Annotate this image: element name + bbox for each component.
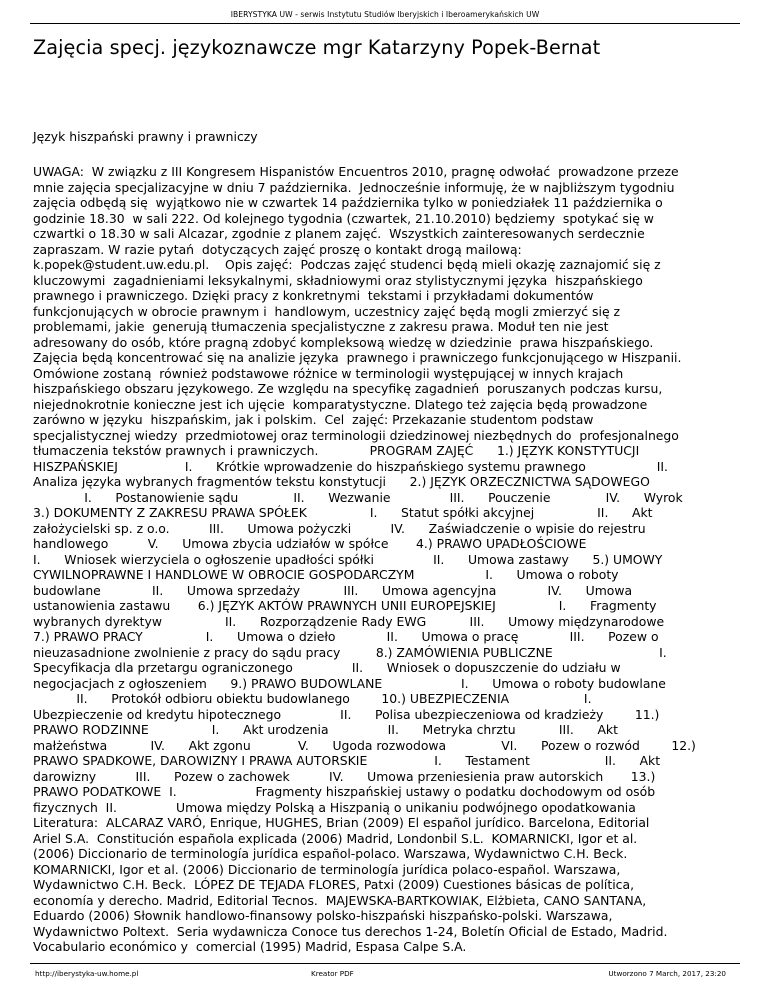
body-line: zapraszam. W razie pytań dotyczących zajęć proszę o kontakt drogą mailową:: [33, 241, 522, 257]
body-line: adresowany do osób, które pragną zdobyć kompleksową wiedzę w dziedzinie prawa hiszpańskiego.: [33, 334, 654, 350]
body-line: ustanowienia zastawu 6.) JĘZYK AKTÓW PRAWNYCH UNII EUROPEJSKIEJ I. Fragmenty: [33, 598, 657, 613]
body-line: UWAGA: W związku z III Kongresem Hispanistów Encuentros 2010, pragnę odwołać prowadzone przeze: [33, 164, 679, 179]
body-line: CYWILNOPRAWNE I HANDLOWE W OBROCIE GOSPODARCZYM I. Umowa o roboty: [33, 567, 619, 582]
body-line: 7.) PRAWO PRACY I. Umowa o dzieło II. Umowa o pracę III. Pozew o: [33, 629, 659, 644]
body-line: zarówno w języku hiszpańskim, jak i polskim. Cel zajęć: Przekazanie studentom podstaw: [33, 412, 594, 427]
body-line: nieuzasadnione zwolnienie z pracy do sądu pracy 8.) ZAMÓWIENIA PUBLICZNE I.: [33, 644, 667, 660]
body-line: economía y derecho. Madrid, Editorial Tecnos. MAJEWSKA-BARTKOWIAK, Elżbieta, CANO SANTANA,: [33, 892, 647, 908]
body-line: PRAWO SPADKOWE, DAROWIZNY I PRAWA AUTORSKIE I. Testament II. Akt: [33, 753, 661, 768]
document-subtitle: Język hiszpański prawny i prawniczy: [33, 129, 258, 144]
body-line: Specyfikacja dla przetargu ograniczonego II. Wniosek o dopuszczenie do udziału w: [33, 660, 621, 675]
body-line: KOMARNICKI, Igor et al. (2006) Diccionario de terminología jurídica polaco-español. Warszawa,: [33, 861, 621, 877]
body-line: Ubezpieczenie od kredytu hipotecznego II. Polisa ubezpieczeniowa od kradzieży 11.): [33, 706, 660, 722]
body-line: hiszpańskiego obszaru językowego. Ze względu na specyfikę zagadnień poruszanych podczas kursu,: [33, 381, 663, 396]
body-line: k.popek@student.uw.edu.pl. Opis zajęć: Podczas zajęć studenci będą mieli okazję zaznajomić się z: [33, 257, 661, 272]
document-body: [33, 164, 738, 955]
header-site-text: IBERYSTYKA UW - serwis Instytutu Studiów Iberyjskich i Iberoamerykańskich UW: [230, 10, 540, 19]
body-line: negocjacjach z ogłoszeniem 9.) PRAWO BUDOWLANE I. Umowa o roboty budowlane: [33, 675, 666, 691]
body-line: Analiza języka wybranych fragmentów tekstu konstytucji 2.) JĘZYK ORZECZNICTWA SĄDOWEGO: [33, 474, 650, 489]
body-line: Zajęcia będą koncentrować się na analizie języka prawnego i prawniczego funkcjonującego w Hiszpanii.: [33, 350, 682, 365]
body-line: czwartki o 18.30 w sali Alcazar, zgodnie z planem zajęć. Wszystkich zainteresowanych serdecznie: [33, 226, 645, 241]
body-line: darowizny III. Pozew o zachowek IV. Umowa przeniesienia praw autorskich 13.): [33, 768, 656, 784]
body-line: Vocabulario económico y comercial (1995) Madrid, Espasa Calpe S.A.: [33, 939, 467, 954]
body-line: Omówione zostaną również podstawowe różnice w terminologii występującej w innych krajach: [33, 365, 624, 381]
page-title: Zajęcia specj. językoznawcze mgr Katarzyny Popek-Bernat: [33, 36, 601, 59]
body-line: I. Wniosek wierzyciela o ogłoszenie upadłości spółki II. Umowa zastawy 5.) UMOWY: [33, 551, 663, 567]
body-line: wybranych dyrektyw II. Rozporządzenie Rady EWG III. Umowy międzynarodowe: [33, 613, 665, 629]
footer-url-link[interactable]: http://iberystyka-uw.home.pl: [35, 969, 139, 978]
body-line: HISZPAŃSKIEJ I. Krótkie wprowadzenie do hiszpańskiego systemu prawnego II.: [33, 458, 668, 474]
body-line: funkcjonujących w obrocie prawnym i handlowym, uczestnicy zajęć będą mogli zmierzyć się z: [33, 303, 621, 319]
body-line: specjalistycznej wiedzy przedmiotowej oraz terminologii dziedzinowej niezbędnych do profesjonalnego: [33, 427, 679, 443]
body-line: godzinie 18.30 w sali 222. Od kolejnego tygodnia (czwartek, 21.10.2010) będziemy spotykać się w: [33, 210, 654, 226]
body-line: prawnego i prawniczego. Dzięki pracy z konkretnymi tekstami i przykładami dokumentów: [33, 288, 594, 303]
body-line: założycielski sp. z o.o. III. Umowa pożyczki IV. Zaświadczenie o wpisie do rejestru: [33, 520, 646, 536]
body-line: problemami, jakie generują tłumaczenia specjalistyczne z zakresu prawa. Moduł ten nie jest: [33, 319, 609, 334]
body-line: PRAWO RODZINNE I. Akt urodzenia II. Metryka chrztu III. Akt: [33, 722, 618, 737]
body-line: Ariel S.A. Constitución española explicada (2006) Madrid, Londonbil S.L. KOMARNICKI, Igor et al.: [33, 830, 638, 846]
body-line: małżeństwa IV. Akt zgonu V. Ugoda rozwodowa VI. Pozew o rozwód 12.): [33, 737, 696, 753]
body-line: 3.) DOKUMENTY Z ZAKRESU PRAWA SPÓŁEK I. Statut spółki akcyjnej II. Akt: [33, 505, 653, 520]
body-line: PRAWO PODATKOWE I. Fragmenty hiszpańskiej ustawy o podatku dochodowym od osób: [33, 784, 656, 799]
body-line: niejednokrotnie konieczne jest ich ujęcie komparatystyczne. Dlatego też zajęcia będą prowadzone: [33, 396, 648, 412]
body-line: Eduardo (2006) Słownik handlowo-finansowy polsko-hiszpański hiszpańsko-polski. Warszawa,: [33, 908, 613, 923]
footer-divider: [30, 963, 740, 964]
body-line: handlowego V. Umowa zbycia udziałów w spółce 4.) PRAWO UPADŁOŚCIOWE: [33, 536, 587, 551]
body-line: II. Protokół odbioru obiektu budowlanego 10.) UBEZPIECZENIA I.: [33, 691, 592, 706]
page-header: [30, 0, 740, 24]
body-line: fizycznych II. Umowa między Polską a Hiszpanią o unikaniu podwójnego opodatkowania: [33, 799, 636, 815]
body-line: zajęcia odbędą się wyjątkowo nie w czwartek 14 października tylko w poniedziałek 11 października o: [33, 195, 663, 210]
body-line: Wydawnictwo C.H. Beck. LÓPEZ DE TEJADA FLORES, Patxi (2009) Cuestiones básicas de política,: [33, 877, 635, 892]
body-line: mnie zajęcia specjalizacyjne w dniu 7 października. Jednocześnie informuję, że w najbliższym tygodniu: [33, 179, 675, 195]
body-line: Wydawnictwo Poltext. Seria wydawnicza Conoce tus derechos 1-24, Boletín Oficial de Estado, Madrid.: [33, 923, 668, 939]
body-line: Literatura: ALCARAZ VARÓ, Enrique, HUGHES, Brian (2009) El español jurídico. Barcelona, Editorial: [33, 815, 650, 830]
body-line: kluczowymi zagadnieniami leksykalnymi, składniowymi oraz stylistycznymi języka hiszpańskiego: [33, 272, 643, 288]
footer-creator: Kreator PDF: [311, 969, 354, 978]
footer-created-date: Utworzono 7 March, 2017, 23:20: [608, 969, 726, 978]
body-line: (2006) Diccionario de terminología jurídica español-polaco. Warszawa, Wydawnictwo C.H. Beck.: [33, 846, 628, 861]
body-line: tłumaczenia tekstów prawnych i prawniczych. PROGRAM ZAJĘĆ 1.) JĘZYK KONSTYTUCJI: [33, 443, 640, 458]
body-line: budowlane II. Umowa sprzedaży III. Umowa agencyjna IV. Umowa: [33, 582, 633, 598]
body-line: I. Postanowienie sądu II. Wezwanie III. Pouczenie IV. Wyrok: [33, 489, 683, 505]
